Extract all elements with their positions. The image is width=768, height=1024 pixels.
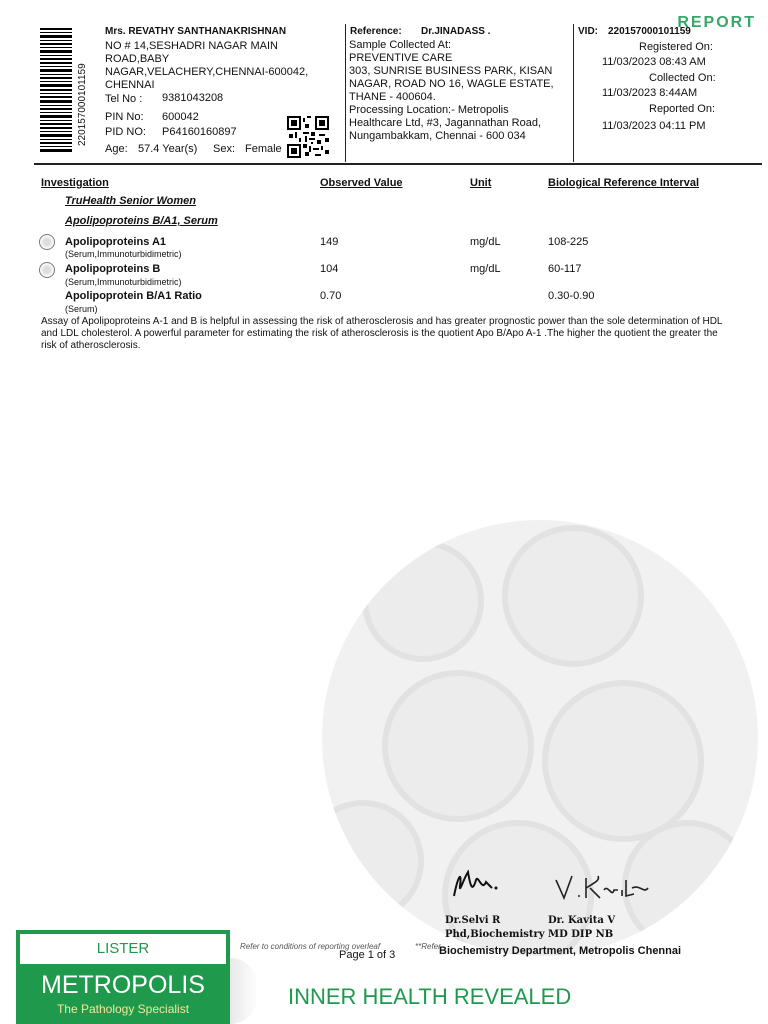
barcode (40, 28, 72, 152)
test-method: (Serum,Immunoturbidimetric) (65, 277, 182, 287)
vid-label: VID: (578, 26, 598, 37)
interpretation-note: Assay of Apolipoproteins A-1 and B is helpful in assessing the risk of atherosclerosis and has greater prognostic power than the sole determination of HDL and LDL cholesterol. A powerful parameter for estimating the risk of atherosclerosis is the quotient Apo B/Apo A-1 .The higher the quotient the greater the risk of atherosclerosis. (41, 316, 723, 351)
header-divider (345, 24, 346, 162)
sex-label: Sex: (213, 143, 236, 155)
reference-interval: 60-117 (548, 263, 582, 275)
sample-collection-details: Sample Collected At: PREVENTIVE CARE 303, SUNRISE BUSINESS PARK, KISAN NAGAR, ROAD NO 16, WAGLE ESTATE, THANE - 400604. Processing Location:- Metropolis Healthcare Ltd, #3, Jagannathan Road, Nungambakkam, Chennai - 600 034 (349, 39, 554, 142)
observed-value: 104 (320, 263, 339, 275)
reported-value: 11/03/2023 04:11 PM (602, 120, 706, 132)
barcode-number: 220157000101159 (77, 63, 88, 146)
signatory-name: Dr.Selvi R (445, 915, 501, 926)
collected-label: Collected On: (649, 72, 716, 84)
signatory-name: Dr. Kavita V (548, 915, 616, 926)
signatory-title: Phd,Biochemistry (445, 929, 545, 940)
reference-interval: 108-225 (548, 236, 589, 248)
logo-metropolis-text: METROPOLIS (41, 971, 205, 999)
accreditation-seal-icon (39, 234, 55, 250)
header-divider (573, 24, 574, 162)
pin-label: PIN No: (105, 111, 144, 123)
registered-label: Registered On: (639, 41, 713, 53)
test-name: Apolipoprotein B/A1 Ratio (65, 290, 202, 302)
test-name: Apolipoproteins B (65, 263, 161, 275)
patient-address: NO # 14,SESHADRI NAGAR MAIN ROAD,BABY NAGAR,VELACHERY,CHENNAI-600042, CHENNAI (105, 40, 309, 91)
column-header-investigation: Investigation (41, 177, 109, 189)
pid-label: PID NO: (105, 126, 146, 138)
logo-swoosh (230, 958, 258, 1024)
collected-value: 11/03/2023 8:44AM (602, 87, 698, 99)
test-method: (Serum) (65, 304, 98, 314)
header-bottom-rule (34, 163, 762, 165)
qr-code (287, 116, 329, 158)
inner-health-tagline: INNER HEALTH REVEALED (288, 984, 572, 1009)
signature-image (552, 868, 652, 906)
tel-label: Tel No : (105, 93, 143, 105)
conditions-note: Refer to conditions of reporting overleaf (240, 942, 381, 951)
tel-value: 9381043208 (162, 92, 224, 104)
age-value: 57.4 Year(s) (138, 143, 198, 155)
column-header-unit: Unit (470, 177, 492, 189)
test-method: (Serum,Immunoturbidimetric) (65, 249, 182, 259)
department-name: Biochemistry Department, Metropolis Chennai (439, 945, 682, 957)
vid-value: 220157000101159 (608, 26, 691, 37)
sex-value: Female (245, 143, 282, 155)
page-number: Page 1 of 3 (339, 949, 396, 961)
unit: mg/dL (470, 263, 501, 275)
metropolis-logo (16, 930, 230, 1024)
background-watermark (322, 520, 758, 956)
reported-label: Reported On: (649, 103, 716, 115)
registered-value: 11/03/2023 08:43 AM (602, 56, 706, 68)
reference-doctor: Dr.JINADASS . (421, 26, 491, 37)
refer-note: **Refer (415, 942, 441, 951)
package-title: TruHealth Senior Women (65, 195, 197, 207)
signatory-title: MD DIP NB (548, 929, 614, 940)
accreditation-seal-icon (39, 262, 55, 278)
observed-value: 149 (320, 236, 339, 248)
report-word: REPORT (677, 14, 756, 31)
test-name: Apolipoproteins A1 (65, 236, 167, 248)
age-label: Age: (105, 143, 128, 155)
reference-label: Reference: (350, 26, 402, 37)
pid-value: P64160160897 (162, 126, 237, 138)
pin-value: 600042 (162, 111, 199, 123)
reference-interval: 0.30-0.90 (548, 290, 595, 302)
signature-image (448, 866, 508, 906)
column-header-observed-value: Observed Value (320, 177, 403, 189)
unit: mg/dL (470, 236, 501, 248)
observed-value: 0.70 (320, 290, 342, 302)
patient-name: Mrs. REVATHY SANTHANAKRISHNAN (105, 26, 287, 37)
panel-title: Apolipoproteins B/A1, Serum (65, 215, 218, 227)
logo-lister-text: LISTER (20, 934, 226, 964)
column-header-reference-interval: Biological Reference Interval (548, 177, 699, 189)
logo-tagline: The Pathology Specialist (56, 1002, 190, 1016)
